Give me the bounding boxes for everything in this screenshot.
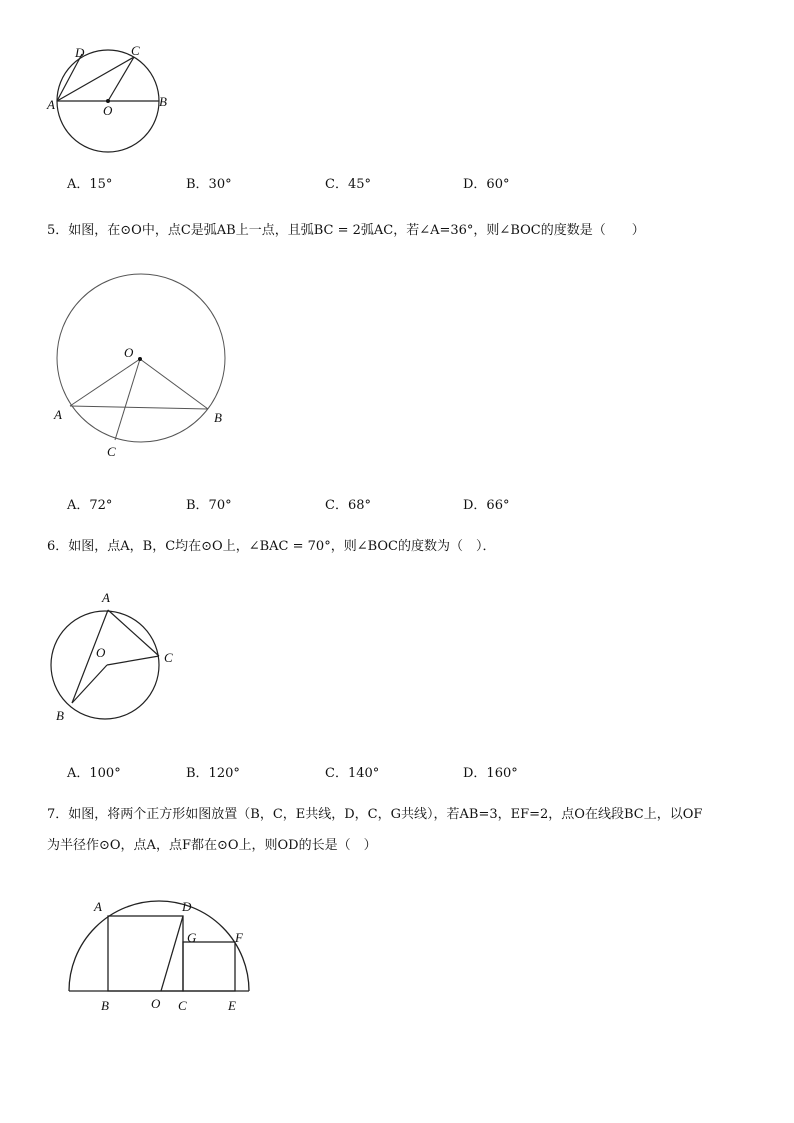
q5-radius-oa — [70, 359, 140, 406]
q7-label-d: D — [182, 899, 192, 914]
q7-stem-line2: 为半径作⊙O，点A，点F都在⊙O上，则OD的长是（ ） — [47, 838, 377, 853]
q7-label-b: B — [101, 998, 109, 1013]
q6-circle — [51, 611, 159, 719]
q7-label-f: F — [235, 930, 243, 945]
q5-stem: 5．如图，在⊙O中，点C是弧AB上一点，且弧BC = 2弧AC，若∠A=36°，则∠BOC的度数是（ ） — [47, 223, 645, 238]
q4-figure — [40, 38, 190, 178]
q6-label-o: O — [96, 645, 106, 660]
q4-label-b: B — [159, 94, 167, 109]
q7-label-o: O — [151, 996, 161, 1011]
q5-option-b: B．70° — [186, 498, 232, 513]
q7-square-cefg — [183, 942, 235, 991]
q6-label-a: A — [102, 590, 110, 605]
q5-label-a: A — [54, 407, 62, 422]
q4-label-c: C — [131, 43, 140, 58]
q5-radius-ob — [140, 359, 208, 409]
q5-center-dot — [138, 357, 142, 361]
q4-option-d: D．60° — [463, 177, 510, 192]
q5-chord-ab — [70, 406, 208, 409]
q6-option-a: A．100° — [67, 766, 121, 781]
q7-figure — [55, 890, 265, 1020]
q6-option-b: B．120° — [186, 766, 240, 781]
q5-label-c: C — [107, 444, 116, 459]
q7-label-c: C — [178, 998, 187, 1013]
q7-segment-od — [161, 916, 183, 991]
q6-option-d: D．160° — [463, 766, 518, 781]
q6-option-c: C．140° — [325, 766, 380, 781]
q5-label-o: O — [124, 345, 134, 360]
q4-label-a: A — [47, 97, 55, 112]
q4-option-b: B．30° — [186, 177, 232, 192]
q5-option-d: D．66° — [463, 498, 510, 513]
q7-stem-line1: 7．如图，将两个正方形如图放置（B，C，E共线，D，C，G共线），若AB=3，EF=2，点O在线段BC上，以OF — [47, 807, 703, 822]
q6-radius-oc — [107, 656, 159, 665]
q6-figure — [45, 585, 195, 730]
q5-radius-oc — [115, 359, 140, 440]
q6-chord-ac — [108, 610, 159, 656]
q6-label-b: B — [56, 708, 64, 723]
q6-label-c: C — [164, 650, 173, 665]
q5-option-c: C．68° — [325, 498, 371, 513]
q5-option-a: A．72° — [67, 498, 113, 513]
q5-label-b: B — [214, 410, 222, 425]
q7-label-g: G — [187, 930, 197, 945]
q5-figure — [45, 262, 245, 462]
q4-radius-oc — [108, 57, 134, 101]
q7-label-e: E — [228, 998, 236, 1013]
q4-option-a: A．15° — [67, 177, 113, 192]
q4-label-o: O — [103, 103, 113, 118]
q6-radius-ob — [72, 665, 107, 703]
q6-stem: 6．如图，点A，B，C均在⊙O上，∠BAC = 70°，则∠BOC的度数为（ ）． — [47, 539, 496, 554]
q4-label-d: D — [75, 45, 85, 60]
q7-semicircle — [69, 901, 249, 991]
q7-label-a: A — [94, 899, 102, 914]
q4-option-c: C．45° — [325, 177, 371, 192]
